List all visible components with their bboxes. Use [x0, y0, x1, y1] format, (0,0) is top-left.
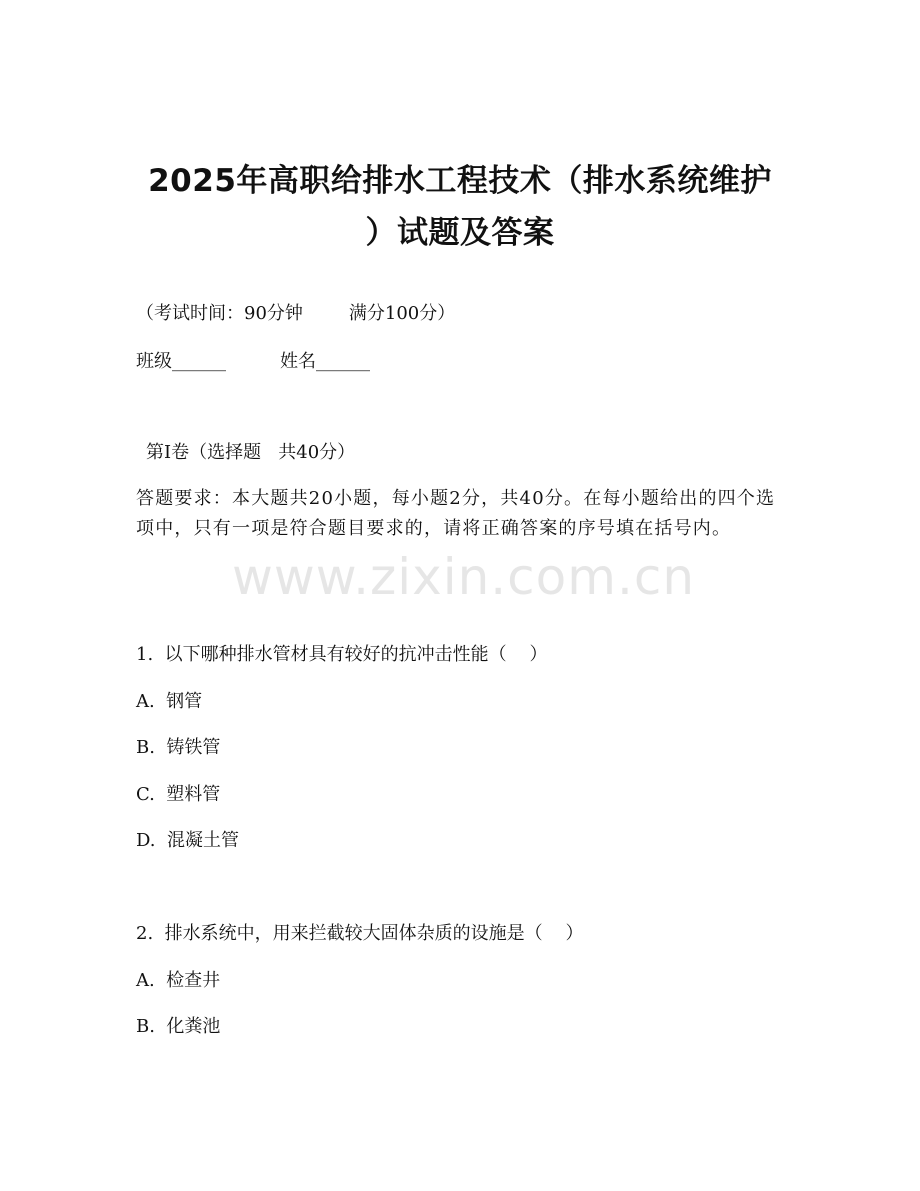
question-1-option-b: B. 铸铁管 [136, 737, 221, 758]
question-2-option-a: A. 检查井 [136, 970, 221, 991]
question-1-stem: 1. 以下哪种排水管材具有较好的抗冲击性能（ ） [136, 644, 548, 665]
exam-score: 满分100分） [348, 303, 456, 324]
question-1-option-c: C. 塑料管 [136, 784, 221, 805]
exam-time: （考试时间：90分钟 [136, 303, 303, 324]
student-info [136, 350, 370, 374]
title-line-1: 2025年高职给排水工程技术（排水系统维护 [148, 163, 772, 199]
question-2-option-b: B. 化粪池 [136, 1016, 221, 1037]
watermark: www.zixin.com.cn [232, 548, 696, 606]
question-2-stem: 2. 排水系统中，用来拦截较大固体杂质的设施是（ ） [136, 923, 584, 944]
question-1-option-a: A. 钢管 [136, 691, 203, 712]
name-label: 姓名______ [280, 351, 370, 372]
title-line-2: ）试题及答案 [365, 215, 555, 251]
question-1-option-d: D. 混凝土管 [136, 830, 239, 851]
exam-info [136, 302, 455, 326]
instructions-paragraph: 答题要求：本大题共20小题，每小题2分，共40分。在每小题给出的四个选项中，只有一项是符合题目要求的，请将正确答案的序号填在括号内。 [136, 488, 776, 539]
document-title [110, 155, 810, 259]
class-label: 班级______ [136, 351, 226, 372]
section-title: 第I卷（选择题 共40分） [146, 442, 356, 463]
